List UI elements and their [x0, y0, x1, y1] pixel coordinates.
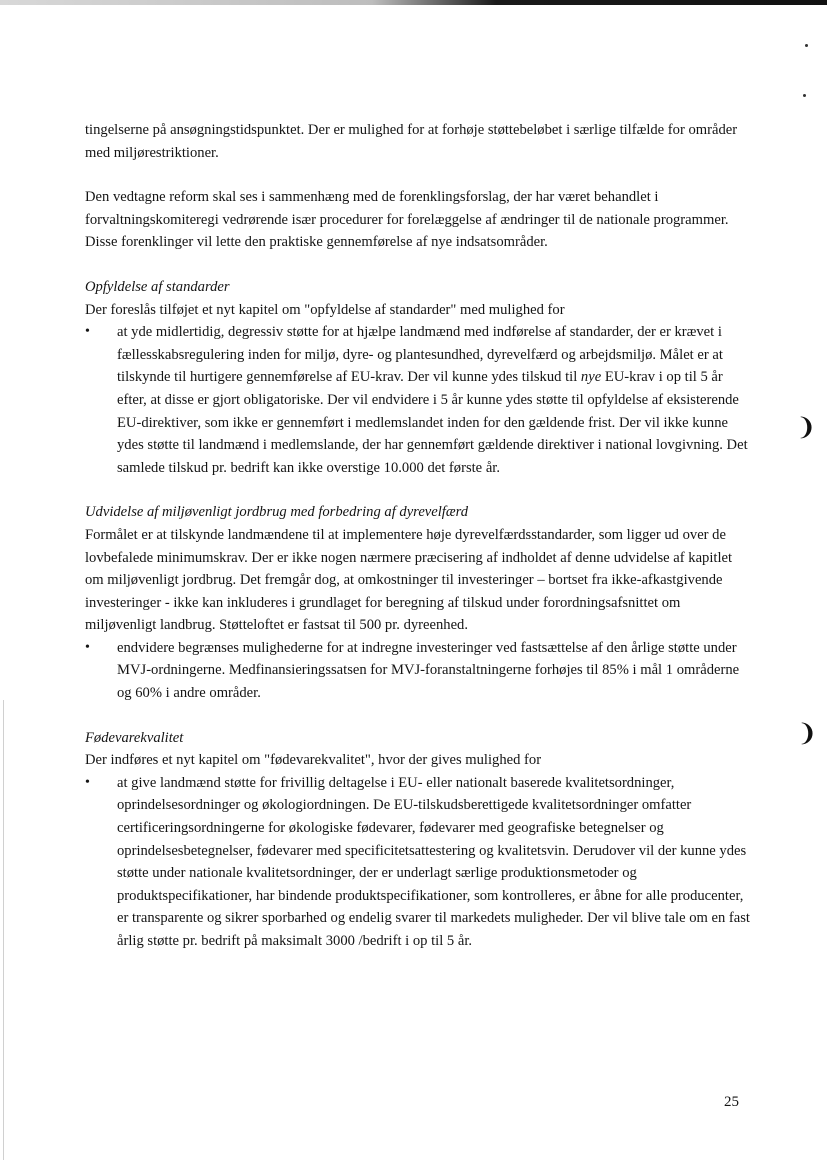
list-item: • endvidere begrænses mulighederne for at indregne investeringer ved fastsættelse af den årlige støtte under MVJ-ordningerne. Medfinansieringssatsen for MVJ-foranstaltningerne forhøjes til 85% i mål 1 områderne og 60% i andre områder. — [85, 637, 750, 705]
section-heading-animal-welfare: Udvidelse af miljøvenligt jordbrug med forbedring af dyrevelfærd — [85, 504, 469, 521]
intro-paragraph-1: tingelserne på ansøgningstidspunktet. Der er mulighed for at forhøje støttebeløbet i særlige tilfælde for områder med miljørestriktioner. — [85, 122, 738, 161]
list-item — [85, 321, 750, 479]
binder-hole-mark-upper: ❩ — [796, 415, 817, 441]
scan-speck — [805, 44, 808, 47]
scan-top-edge — [0, 0, 827, 5]
binder-hole-mark-lower: ❩ — [797, 721, 818, 747]
bullet-text-part: at yde midlertidig, degressiv støtte for at hjælpe landmænd med indførelse af standarder, der er krævet i fællesskabsregulering inden for miljø, dyre- og plantesundhed, dyrevelfærd og arbejdsmiljø. Målet er at tilskynde til hurtigere gennemførelse af EU-krav. Der vil kunne ydes tilskud til — [117, 324, 723, 386]
page-number: 25 — [724, 1094, 739, 1110]
intro-paragraph-2: Den vedtagne reform skal ses i sammenhæng med de forenklingsforslag, der har været behandlet i forvaltningskomiteregi vedrørende især procedurer for forelæggelse af ændringer til de nationale programmer. Disse forenklinger vil lette den praktiske gennemførelse af nye indsatsområder. — [85, 189, 729, 251]
bullet-text-emphasis: nye — [580, 369, 602, 386]
section-heading-standards: Opfyldelse af standarder — [85, 278, 230, 295]
document-body — [85, 119, 750, 953]
scan-left-edge — [3, 700, 4, 1160]
bullet-text-part: EU-krav i op til 5 år efter, at disse er gjort obligatoriske. Der vil endvidere i 5 år kunne ydes støtte til opfyldelse af eksisterende EU-direktiver, som ikke er gennemført i medlemslandet inden for den gældende frist. Der vil ikke kunne ydes støtte til landmænd i medlemslande, der har gennemført gældende direktiver i national lovgivning. Det samlede tilskud pr. bedrift kan ikke overstige 10.000 det første år. — [117, 369, 748, 476]
section-heading-food-quality: Fødevarekvalitet — [85, 729, 184, 746]
bullet-list-animal-welfare — [85, 637, 750, 705]
section-intro-standards: Der foreslås tilføjet et nyt kapitel om "opfyldelse af standarder" med mulighed for — [85, 301, 565, 318]
list-item: • at give landmænd støtte for frivillig deltagelse i EU- eller nationalt baserede kvalitetsordninger, oprindelsesordninger og økologiordningen. De EU-tilskudsberettigede kvalitetsordninger omfatter certificeringsordningerne for økologiske fødevarer, fødevarer med geografiske betegnelser og oprindelsesbetegnelser, fødevarer med specificitetsattestering og kvalitetsvin. Derudover vil der kunne ydes støtte under nationale kvalitetsordninger, der er underlagt særlige produktionsmetoder og produktspecifikationer, har bindende produktspecifikationer, som kontrolleres, er åbne for alle producenter, er transparente og sikrer sporbarhed og endelig svarer til markedets muligheder. Der vil blive tale om en fast årlig støtte pr. bedrift på maksimalt 3000 /bedrift i op til 5 år. — [85, 772, 750, 953]
bullet-list-food-quality — [85, 772, 750, 953]
bullet-list-standards — [85, 321, 750, 479]
section-intro-food-quality: Der indføres et nyt kapitel om "fødevarekvalitet", hvor der gives mulighed for — [85, 752, 542, 769]
section-paragraph-animal-welfare: Formålet er at tilskynde landmændene til at implementere høje dyrevelfærdsstandarder, som ligger ud over de lovbefalede minimumskrav. Der er ikke nogen nærmere præcisering af indholdet af denne udvidelse af kapitlet om miljøvenligt jordbrug. Det fremgår dog, at omkostninger til investeringer – bortset fra ikke-afkastgivende investeringer - ikke kan inkluderes i grundlaget for beregning af tilskud under forordningsafsnittet om miljøvenligt landbrug. Støtteloftet er fastsat til 500 pr. dyreenhed. — [85, 526, 733, 634]
scan-speck — [803, 94, 806, 97]
